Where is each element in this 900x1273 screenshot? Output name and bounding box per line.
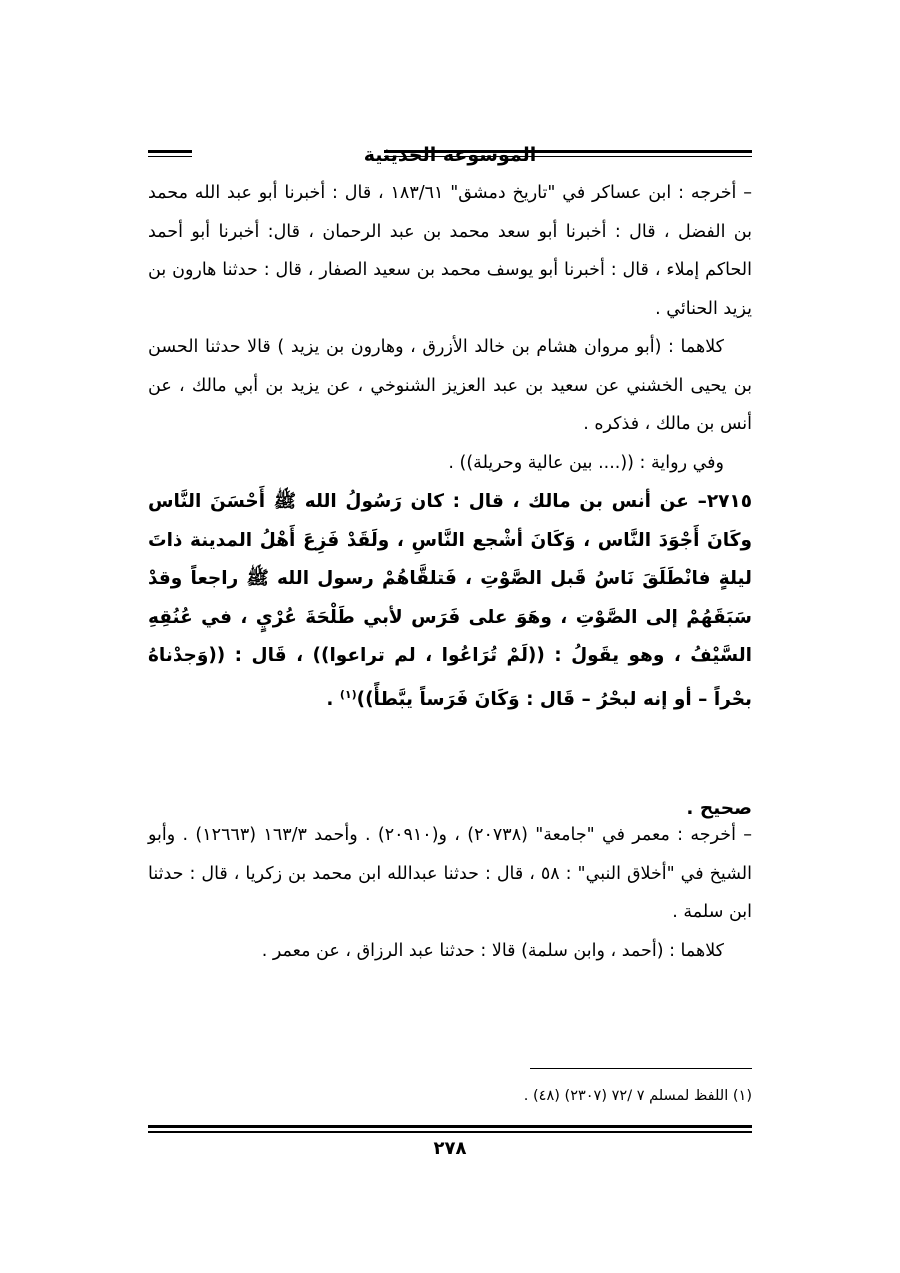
paragraph-takhrij-1: – أخرجه : ابن عساكر في "تاريخ دمشق" ١٨٣/٦١ ، قال : أخبرنا أبو عبد الله محمد بن الفضل ، قال : أخبرنا أبو سعد محمد بن عبد الرحمان ، قال: أخبرنا أبو أحمد الحاكم إملاء ، قال : أخبرنا أبو يوسف محمد بن سعيد الصفار ، قال : حدثنا هارون بن يزيد الحنائي . (148, 183, 752, 319)
paragraph-takhrij-2: – أخرجه : معمر في "جامعة" (٢٠٧٣٨) ، و(٢٠٩١٠) . وأحمد ١٦٣/٣ (١٢٦٦٣) . وأبو الشيخ في "أخلاق النبي" : ٥٨ ، قال : حدثنا عبدالله ابن محمد بن زكريا ، قال : حدثنا ابن سلمة . (148, 825, 753, 922)
hadith-end: . (326, 688, 340, 710)
paragraph-kilahuma-1: كلاهما : (أبو مروان هشام بن خالد الأزرق ، وهارون بن يزيد ) قالا حدثنا الحسن بن يحيى الخشني عن سعيد بن عبد العزيز الشنوخي ، عن يزيد بن أبي مالك ، عن أنس بن مالك ، فذكره . (148, 337, 752, 434)
page-number: ٢٧٨ (433, 1138, 467, 1159)
paragraph-kilahuma-2: كلاهما : (أحمد ، وابن سلمة) قالا : حدثنا عبد الرزاق ، عن معمر . (261, 941, 724, 961)
hadith-grade: صحيح . (686, 798, 752, 819)
running-header-title: الموسوعة الحديثية (363, 144, 537, 166)
paragraph-riwaya: وفي رواية : ((.... بين عالية وحريلة)) . (448, 453, 724, 473)
footer-rule-thin (148, 1131, 752, 1133)
footnote: (١) اللفظ لمسلم ٧ /٧٢ (٢٣٠٧) (٤٨) . (523, 1088, 752, 1104)
footer-rule-thick (148, 1125, 752, 1128)
hadith-text (148, 483, 752, 719)
footnote-separator (530, 1068, 752, 1069)
footnote-ref: (١) (339, 687, 357, 701)
hadith-body: ٢٧١٥– عن أنس بن مالك ، قال : كان رَسُولُ الله ﷺ أَحْسَنَ النَّاس وكَانَ أَجْوَدَ النَّاس ، وَكَانَ أشْجع النَّاسِ ، ولَقَدْ فَزِعَ أَهْلُ المدينة ذاتَ ليلةٍ فانْطَلَقَ نَاسُ قَبل الصَّوْتِ ، فَتلقَّاهُمْ رسول الله ﷺ راجعاً وقدْ سَبَقَهُمْ إلى الصَّوْتِ ، وهَوَ على فَرَس لأبي طَلْحَةَ عُرْيٍ ، في عُنُقِهِ السَّيْفُ ، وهو يقَولُ : ((لَمْ تُرَاعُوا ، لم تراعوا)) ، قَال : ((وَجدْناهُ بحْراً – أو إنه لبحْرُ – قَال : وَكَانَ فَرَساً يبَّطأً)) (148, 491, 752, 710)
